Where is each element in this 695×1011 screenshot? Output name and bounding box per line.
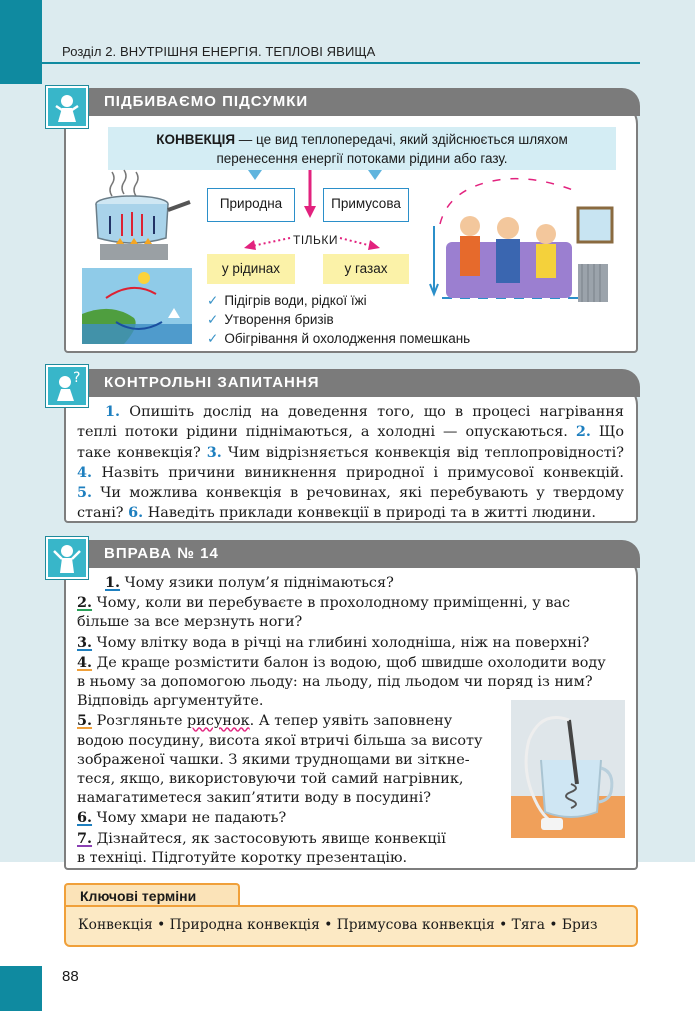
margin-tab-bottom [0, 966, 42, 1011]
question-text: Чи можлива конвекція в речовинах, які перебувають у твердому [92, 485, 624, 502]
question-line [77, 463, 624, 483]
margin-tab-top [0, 0, 42, 84]
exercise-item: 1. Чому язики полум’я піднімаються? [105, 574, 394, 591]
summary-header [86, 88, 640, 116]
in-liquids-box: у рідинах [207, 254, 295, 284]
summary-badge-icon [46, 86, 88, 128]
exercise-item: 4. Де краще розмістити балон із водою, щоб швидше охолодити воду в ньому за допомогою льоду: на льоду, під льодом чи поряд із ним? Відповідь аргументуйте. [77, 653, 606, 710]
question-text: теплі потоки рідини піднімаються, а холодні — опускаються. [77, 424, 576, 441]
question-text: Наведіть приклади конвекції в природі та в житті людини. [143, 505, 596, 522]
question-number: 1. [105, 403, 121, 420]
summary-heading: ПІДБИВАЄМО ПІДСУМКИ [104, 93, 309, 110]
chapter-header: Розділ 2. ВНУТРІШНЯ ЕНЕРГІЯ. ТЕПЛОВІ ЯВИЩА [62, 44, 376, 59]
in-gases-box: у газах [323, 254, 409, 284]
question-text: Опишіть дослід на доведення того, що в процесі нагрівання [120, 404, 624, 420]
question-text: Що [590, 424, 624, 441]
svg-text:?: ? [73, 370, 81, 386]
question-number: 6. [128, 504, 144, 522]
breeze-landscape-illustration [82, 268, 192, 344]
question-line [77, 503, 624, 523]
forced-convection-box: Примусова [323, 188, 409, 222]
example-item: ✓ Підігрів води, рідкої їжі [207, 291, 470, 310]
question-number: 5. [77, 484, 93, 502]
page-number: 88 [62, 968, 79, 985]
exercise-item: 3. Чому влітку вода в річці на глибині холодніша, ніж на поверхні? [77, 633, 590, 651]
question-text: Чим відрізняється конвекція від теплопровідності? [221, 444, 624, 461]
exercise-item: 5. Розгляньте рисунок. А тепер уявіть заповнену водою посудину, висота якої втричі більша за висоту зображеної чашки. З якими труднощами ви зіткне- теся, якщо, використовуючи той самий нагрівник, намагатиметеся закип’ятити воду в посудині? [77, 712, 483, 807]
room-convection-illustration [428, 172, 620, 308]
question-line [77, 483, 624, 503]
definition-term: КОНВЕКЦІЯ [156, 132, 236, 147]
exercise-item: 6. Чому хмари не падають? [77, 809, 287, 827]
exercise-header [86, 540, 640, 568]
question-number: 4. [77, 463, 93, 481]
question-text: Назвіть причини виникнення природної і примусової конвекцій. [92, 464, 624, 481]
question-line [77, 443, 624, 463]
only-label: ТІЛЬКИ [293, 233, 339, 247]
immersion-heater-photo [511, 700, 625, 838]
exercise-item: 7. Дізнайтеся, як застосовують явище конвекції в техніці. Підготуйте коротку презентацію. [77, 829, 446, 866]
header-rule [42, 62, 640, 64]
question-line [77, 422, 624, 442]
definition-rest: — це вид теплопередачі, який здійснюється шляхом [235, 132, 568, 147]
exercise-item: 2. Чому, коли ви перебуваєте в прохолодному приміщенні, у вас більше за все мерзнуть ноги? [77, 594, 571, 631]
question-number: 2. [575, 423, 591, 441]
exercise-heading: ВПРАВА № 14 [104, 545, 219, 562]
questions-text [77, 402, 624, 524]
natural-convection-box: Природна [207, 188, 295, 222]
definition-line2: перенесення енергії потоками рідини або газу. [216, 151, 508, 166]
question-text: таке конвекція? [77, 444, 207, 461]
question-text: стані? [77, 505, 129, 522]
key-terms-title: Ключові терміни [80, 888, 197, 904]
key-terms-list: Конвекція • Природна конвекція • Примусова конвекція • Тяга • Бриз [78, 917, 598, 933]
question-line [77, 402, 624, 422]
question-number: 3. [206, 443, 222, 461]
key-terms-tab [64, 883, 240, 907]
convection-definition [108, 127, 616, 170]
key-terms-box [64, 905, 638, 947]
example-item: ✓ Обігрівання й охолодження помешкань [207, 329, 470, 348]
figure-reference: рисунок [187, 713, 250, 730]
questions-header [86, 369, 640, 397]
questions-heading: КОНТРОЛЬНІ ЗАПИТАННЯ [104, 374, 320, 391]
pot-on-stove-illustration [82, 168, 194, 264]
example-item: ✓ Утворення бризів [207, 310, 470, 329]
questions-badge-icon [46, 365, 88, 407]
